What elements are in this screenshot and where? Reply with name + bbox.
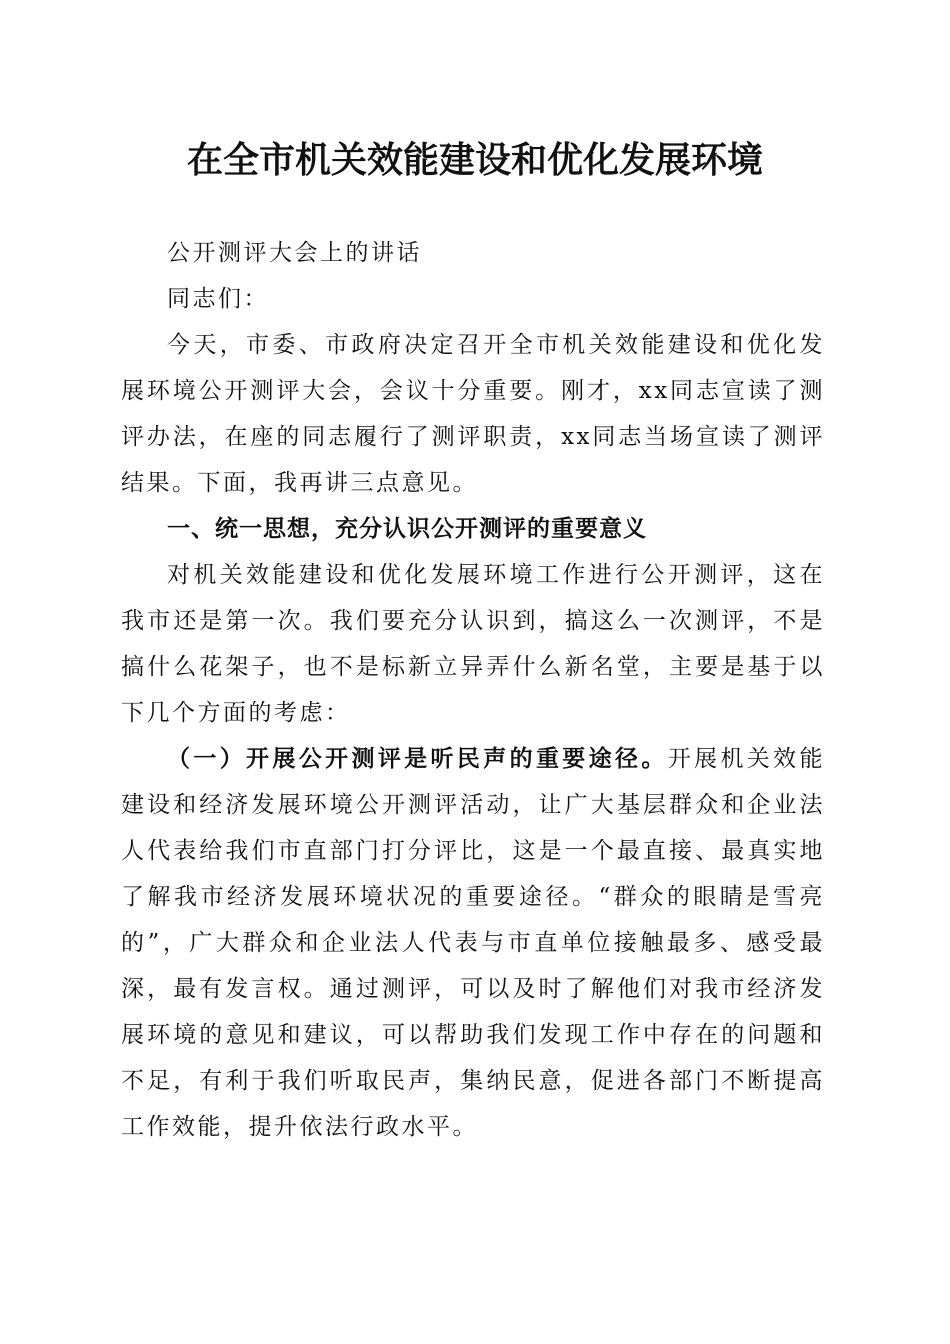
opening-paragraph: 今天，市委、市政府决定召开全市机关效能建设和优化发展环境公开测评大会，会议十分重要。刚才，xx同志宣读了测评办法，在座的同志履行了测评职责，xx同志当场宣读了测评结果。下面，我再讲三点意见。 bbox=[121, 332, 825, 496]
greeting: 同志们： bbox=[167, 286, 269, 312]
speech-subtitle: 公开测评大会上的讲话 bbox=[167, 240, 422, 266]
section-1-intro: 对机关效能建设和优化发展环境工作进行公开测评，这在我市还是第一次。我们要充分认识到，搞这么一次测评，不是搞什么花架子，也不是标新立异弄什么新名堂，主要是基于以下几个方面的考虑： bbox=[121, 562, 825, 726]
point-1-lead: （一）开展公开测评是听民声的重要途径。 bbox=[167, 745, 668, 772]
document-title: 在全市机关效能建设和优化发展环境 bbox=[186, 140, 763, 181]
document-body bbox=[121, 230, 825, 1150]
section-heading-1: 一、统一思想，充分认识公开测评的重要意义 bbox=[167, 516, 647, 542]
section-1-point-1 bbox=[121, 736, 825, 1150]
point-1-body: 开展机关效能建设和经济发展环境公开测评活动，让广大基层群众和企业法人代表给我们市直部门打分评比，这是一个最直接、最真实地了解我市经济发展环境状况的重要途径。“群众的眼睛是雪亮的”，广大群众和企业法人代表与市直单位接触最多、感受最深，最有发言权。通过测评，可以及时了解他们对我市经济发展环境的意见和建议，可以帮助我们发现工作中存在的问题和不足，有利于我们听取民声，集纳民意，促进各部门不断提高工作效能，提升依法行政水平。 bbox=[121, 746, 826, 1140]
